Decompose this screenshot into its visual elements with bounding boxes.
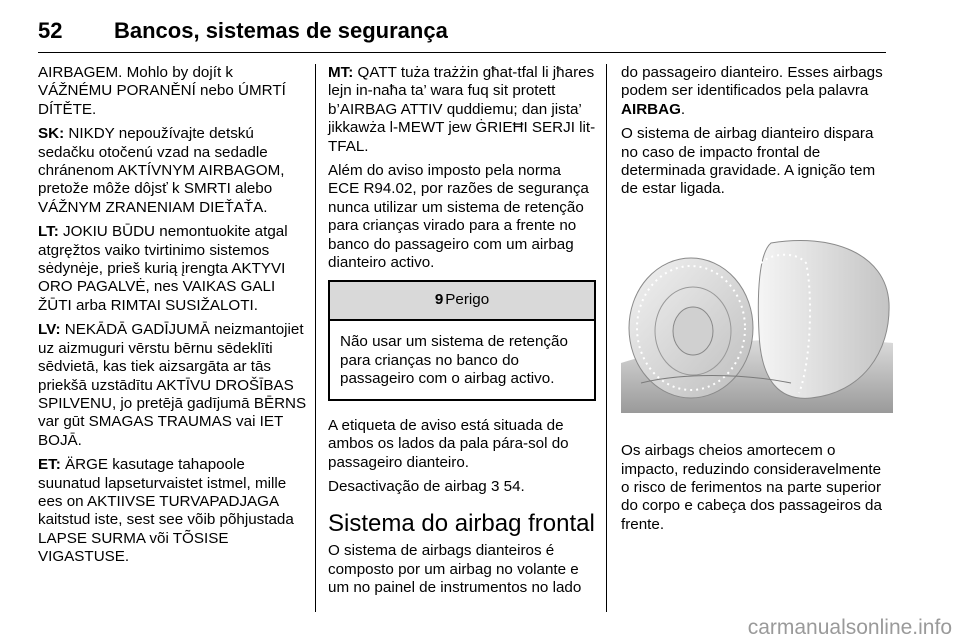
warning-triangle-icon: 9	[434, 291, 444, 309]
text-column-1	[38, 64, 310, 573]
page-reference-icon: 3	[490, 477, 500, 495]
language-label: LV:	[38, 321, 61, 339]
paragraph: Além do aviso imposto pela norma ECE R94.02, por razões de segurança nunca utilizar um sistema de retenção para crianças virado para a frente no banco do passageiro com um airbag dianteiro activo.	[328, 162, 589, 272]
paragraph-et: ET: ÄRGE kasutage tahapoole suunatud lapseturvaistet istmel, mille ees on AKTIIVSE TURVAPADJAGA kaitstud iste, sest see võib põhjustada LAPSE SURMA või TÕSISE VIGASTUSE.	[38, 456, 294, 566]
warning-text: Não usar um sistema de retenção para crianças no banco do passageiro com o airbag activo.	[340, 333, 568, 388]
warning-box	[328, 280, 596, 400]
airbag-word: AIRBAG	[621, 100, 681, 118]
language-label: ET:	[38, 456, 61, 474]
airbag-illustration	[621, 233, 893, 413]
page-number: 52	[38, 18, 63, 43]
warning-title: 9 Perigo	[330, 282, 594, 321]
paragraph: AIRBAGEM. Mohlo by dojít k VÁŽNÉMU PORANĚNÍ nebo ÚMRTÍ DÍTĚTE.	[38, 64, 286, 118]
paragraph: O sistema de airbags dianteiros é composto por um airbag no volante e um no painel de instrumentos no lado	[328, 542, 582, 597]
paragraph: A etiqueta de aviso está situada de ambos os lados da pala pára-sol do passageiro dianteiro.	[328, 416, 569, 471]
paragraph-reference: Desactivação de airbag 3 54.	[328, 477, 525, 495]
section-title: Bancos, sistemas de segurança	[114, 18, 448, 43]
column-divider	[315, 64, 316, 612]
paragraph-lt: LT: JOKIU BŪDU nemontuokite atgal atgręžtos vaiko tvirtinimo sistemos sėdynėje, prieš kurią įrengta AKTYVI ORO PAGALVĖ, nes VAIKAS GALI ŽŪTI arba RIMTAI SUSIŽALOTI.	[38, 223, 288, 314]
page-reference[interactable]: 54.	[503, 477, 525, 495]
paragraph: do passageiro dianteiro. Esses airbags podem ser identificados pela palavra AIRBAG.	[621, 64, 883, 118]
language-label: MT:	[328, 64, 354, 81]
paragraph-mt: MT: QATT tuża trażżin għat-tfal li jħares lejn in-naħa ta’ wara fuq sit protett b’AIRBAG ATTIV quddiemu; dan jista’ jikkawża l-MEWT jew ĠRIEĦI SERJI lit-TFAL.	[328, 64, 596, 155]
subsection-heading: Sistema do airbag frontal	[328, 510, 595, 538]
text-column-3	[621, 64, 891, 540]
language-label: LT:	[38, 223, 59, 241]
page-header	[38, 8, 886, 53]
text-column-2	[328, 64, 596, 604]
watermark: carmanualsonline.info	[747, 616, 952, 639]
language-label: SK:	[38, 125, 65, 143]
paragraph-lv: LV: NEKĀDĀ GADĪJUMĀ neizmantojiet uz aizmuguri vērstu bērnu sēdeklīti sēdvietā, kas tiek aizsargāta ar tās priekšā uzstādītu AKTĪVU DROŠĪBAS SPILVENU, jo pretējā gadījumā BĒRNS var gūt SMAGAS TRAUMAS vai IET BOJĀ.	[38, 321, 307, 449]
paragraph: Os airbags cheios amortecem o impacto, reduzindo consideravelmente o risco de ferimentos na parte superior do corpo e cabeça dos passageiros da frente.	[621, 442, 882, 533]
paragraph: O sistema de airbag dianteiro dispara no caso de impacto frontal de determinada gravidade. A ignição tem de estar ligada.	[621, 125, 876, 198]
paragraph-sk: SK: NIKDY nepoužívajte detskú sedačku otočenú vzad na sedadle chránenom AKTÍVNYM AIRBAGOM, pretože môže dôjsť k SMRTI alebo VÁŽNYM ZRANENIAM DIEŤAŤA.	[38, 125, 285, 216]
column-divider	[606, 64, 607, 612]
